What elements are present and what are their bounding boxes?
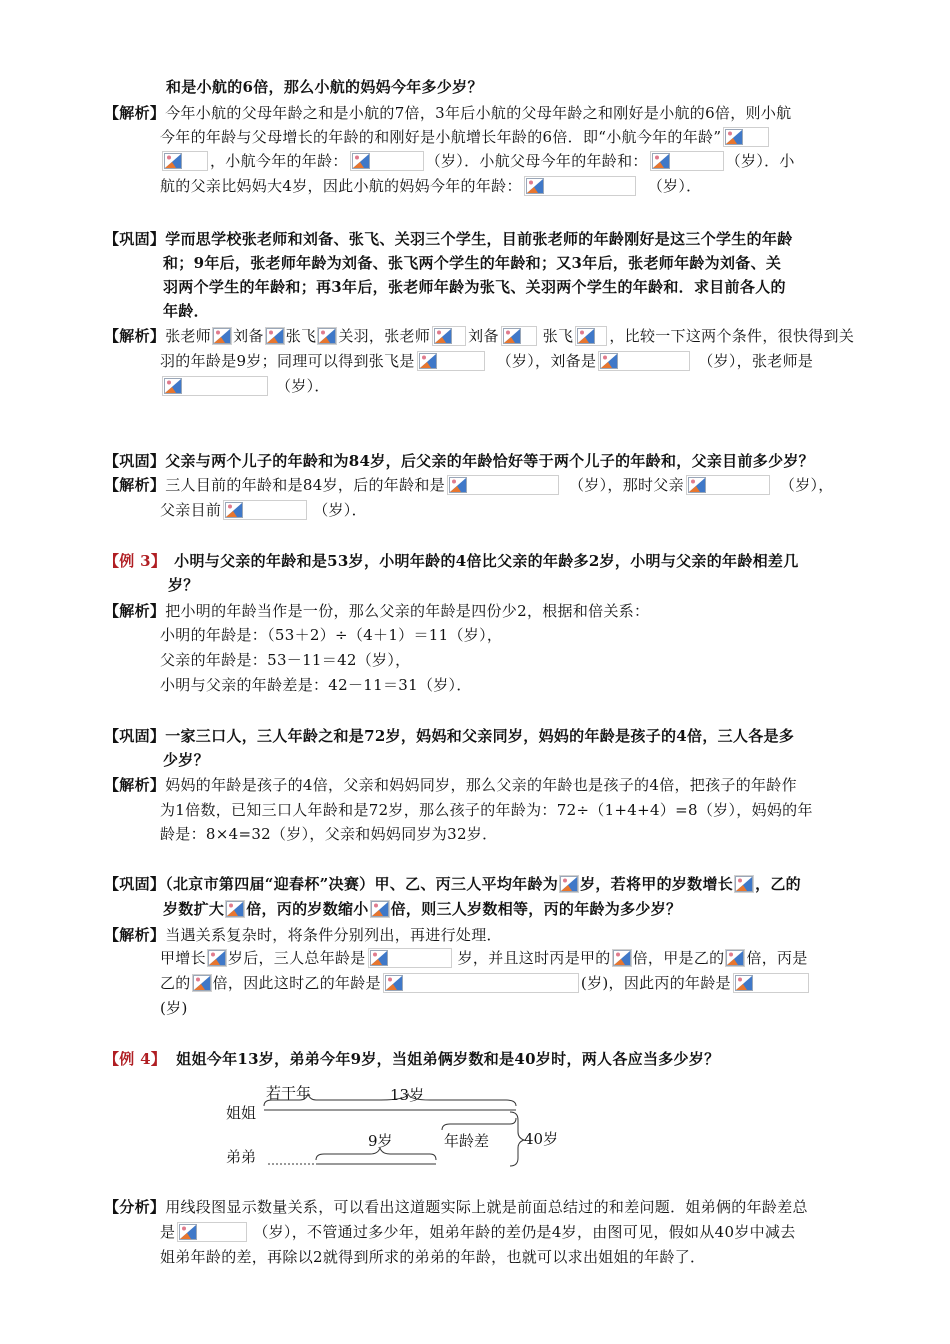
broken-image-icon xyxy=(577,328,595,344)
brace-diff xyxy=(442,1118,516,1130)
text: （岁）， xyxy=(779,476,834,494)
practice-question xyxy=(104,450,814,472)
formula-image xyxy=(162,151,208,171)
practice-question-line-2 xyxy=(163,898,681,920)
broken-image-icon xyxy=(725,129,743,145)
broken-image-icon xyxy=(225,502,243,518)
text: （岁）．小 xyxy=(725,152,795,170)
formula-image xyxy=(350,151,424,171)
example-question-line-1 xyxy=(104,550,799,572)
formula-image xyxy=(598,351,690,371)
text: （北京市第四届“迎春杯”决赛）甲、乙、丙三人平均年龄为 xyxy=(165,875,559,893)
formula-image xyxy=(734,875,754,893)
broken-image-icon xyxy=(352,153,370,169)
example-question-line-2: 岁？ xyxy=(168,576,199,594)
text: 是 xyxy=(160,1223,176,1241)
sister-label: 姐姐 xyxy=(226,1104,257,1122)
text: （岁），不管通过多少年，姐弟年龄的差仍是4岁，由图可见，假如从40岁中减去 xyxy=(253,1223,796,1241)
text: 今年的年龄与父母增长的年龄的和刚好是小航增长年龄的6倍．即“小航今年的年龄” xyxy=(160,128,722,146)
text: 三人目前的年龄和是84岁，后的年龄和是 xyxy=(165,476,445,494)
formula-image xyxy=(177,1222,247,1242)
text: 倍，因此这时乙的年龄是 xyxy=(212,974,381,992)
analysis-line-2: 小明的年龄是：（53＋2）÷（4＋1）＝11（岁）， xyxy=(160,626,503,644)
text: 把小明的年龄当作是一份，那么父亲的年龄是四份少2，根据和倍关系： xyxy=(165,602,650,620)
brace-40 xyxy=(510,1112,524,1166)
text: 姐姐今年13岁，弟弟今年9岁，当姐弟俩岁数和是40岁时，两人各应当多少岁？ xyxy=(176,1050,720,1068)
formula-image xyxy=(559,875,579,893)
broken-image-icon xyxy=(526,178,544,194)
practice-tag: 【巩固】 xyxy=(104,875,166,893)
formula-image xyxy=(162,376,268,396)
formula-image xyxy=(383,973,579,993)
broken-image-icon xyxy=(688,477,706,493)
analysis-line-2 xyxy=(160,350,813,372)
text: 今年小航的父母年龄之和是小航的7倍，3年后小航的父母年龄之和刚好是小航的6倍，则小航 xyxy=(165,104,792,122)
example-tag: 【例 3】 xyxy=(104,552,167,570)
broken-image-icon xyxy=(179,1224,197,1240)
formula-image xyxy=(223,500,307,520)
analysis-tag: 【解析】 xyxy=(104,327,166,345)
formula-image xyxy=(207,949,227,967)
age9-label: 9岁 xyxy=(368,1132,393,1150)
text: 甲增长 xyxy=(160,949,206,967)
analysis-line-2 xyxy=(160,499,367,521)
formula-image xyxy=(432,326,466,346)
broken-image-icon xyxy=(208,950,226,966)
analysis-line-2 xyxy=(160,126,771,148)
text: （岁）．小航父母今年的年龄和： xyxy=(425,152,648,170)
analysis-line-2: 为1倍数，已知三口人年龄和是72岁，那么孩子的年龄为：72÷（1+4+4）=8（岁），妈妈的年 xyxy=(160,801,813,819)
formula-image xyxy=(524,176,636,196)
analysis-tag: 【解析】 xyxy=(104,476,166,494)
text: 当遇关系复杂时，将条件分别列出，再进行处理． xyxy=(165,926,502,944)
text: 张老师 xyxy=(165,327,212,345)
analysis-line-2 xyxy=(160,1221,796,1243)
text: （岁）． xyxy=(647,177,702,195)
example-tag: 【例 4】 xyxy=(104,1050,167,1068)
total40-label: 40岁 xyxy=(524,1130,559,1148)
practice-question-line-4: 年龄． xyxy=(163,302,209,320)
broken-image-icon xyxy=(503,328,521,344)
broken-image-icon xyxy=(560,876,578,892)
formula-image xyxy=(225,900,245,918)
broken-image-icon xyxy=(193,975,211,991)
analysis-line-3: 父亲的年龄是：53－11＝42（岁）， xyxy=(160,651,411,669)
text: 张飞 xyxy=(285,327,317,345)
broken-image-icon xyxy=(213,328,231,344)
analysis-line-1 xyxy=(104,774,797,796)
text: 岁，若将甲的岁数增长 xyxy=(580,875,734,893)
analysis-tag: 【解析】 xyxy=(104,602,166,620)
text: 航的父亲比妈妈大4岁，因此小航的妈妈今年的年龄： xyxy=(160,177,522,195)
formula-image xyxy=(612,949,632,967)
practice-question-line-2: 少岁？ xyxy=(163,751,209,769)
broken-image-icon xyxy=(449,477,467,493)
analysis-line-3 xyxy=(160,972,811,994)
text: 妈妈的年龄是孩子的4倍，父亲和妈妈同岁，那么父亲的年龄也是孩子的4倍，把孩子的年龄作 xyxy=(165,776,797,794)
analysis-tag: 【解析】 xyxy=(104,776,166,794)
analysis-line-1 xyxy=(104,102,791,124)
example-question xyxy=(104,1048,719,1070)
text: （岁），张老师是 xyxy=(698,352,814,370)
text: 岁后，三人总年龄是 xyxy=(227,949,366,967)
formula-image xyxy=(447,475,559,495)
text: 倍，则三人岁数相等，丙的年龄为多少岁？ xyxy=(390,900,682,918)
broken-image-icon xyxy=(419,353,437,369)
analysis-line-3 xyxy=(160,375,330,397)
analysis-line-1 xyxy=(104,1196,808,1218)
text: 用线段图显示数量关系，可以看出这道题实际上就是前面总结过的和差问题．姐弟俩的年龄差总 xyxy=(165,1198,808,1216)
text: 倍，甲是乙的 xyxy=(632,949,725,967)
broken-image-icon xyxy=(613,950,631,966)
formula-image xyxy=(650,151,724,171)
years-label: 若干年 xyxy=(266,1084,312,1102)
formula-image xyxy=(212,327,232,345)
analysis-line-2 xyxy=(160,947,808,969)
analysis-line-4 xyxy=(160,175,701,197)
analysis-line-3 xyxy=(160,150,795,172)
formula-image xyxy=(192,974,212,992)
text: 羽的年龄是9岁；同理可以得到张飞是 xyxy=(160,352,415,370)
practice-question-line-1 xyxy=(104,228,793,250)
text: ，乙的 xyxy=(755,875,801,893)
analysis-line-4: (岁) xyxy=(160,999,188,1017)
analysis-line-1 xyxy=(104,474,834,496)
practice-tag: 【巩固】 xyxy=(104,727,166,745)
text: 学而思学校张老师和刘备、张飞、关羽三个学生，目前张老师的年龄刚好是这三个学生的年龄 xyxy=(165,230,793,248)
text: 刘备 xyxy=(233,327,264,345)
broken-image-icon xyxy=(600,353,618,369)
analysis-line-1 xyxy=(104,600,649,622)
text: 父亲目前 xyxy=(160,501,222,519)
analysis-line-1 xyxy=(104,924,502,946)
text: 关羽，张老师 xyxy=(338,327,431,345)
text: 一家三口人，三人年龄之和是72岁，妈妈和父亲同岁，妈妈的年龄是孩子的4倍，三人各是多 xyxy=(165,727,795,745)
text: ，比较一下这两个条件，很快得到关 xyxy=(609,327,855,345)
broken-image-icon xyxy=(371,901,389,917)
text: （岁）． xyxy=(313,501,367,519)
practice-tag: 【巩固】 xyxy=(104,452,166,470)
text: 倍，丙的岁数缩小 xyxy=(246,900,369,918)
analysis-line-3: 姐弟年龄的差，再除以2就得到所求的弟弟的年龄，也就可以求出姐姐的年龄了． xyxy=(160,1248,706,1266)
broken-image-icon xyxy=(164,153,182,169)
broken-image-icon xyxy=(735,876,753,892)
broken-image-icon xyxy=(726,950,744,966)
broken-image-icon xyxy=(370,950,388,966)
age13-label: 13岁 xyxy=(390,1086,425,1104)
analysis-line-1 xyxy=(104,325,854,347)
text: 乙的 xyxy=(160,974,191,992)
formula-image xyxy=(501,326,537,346)
text: ，小航今年的年龄： xyxy=(210,152,348,170)
text: 张飞 xyxy=(542,327,574,345)
question-continuation: 和是小航的6倍，那么小航的妈妈今年多少岁？ xyxy=(166,78,483,96)
broken-image-icon xyxy=(652,153,670,169)
text: （岁），刘备是 xyxy=(496,352,597,370)
formula-image xyxy=(265,327,285,345)
formula-image xyxy=(733,973,809,993)
broken-image-icon xyxy=(226,901,244,917)
formula-image xyxy=(686,475,770,495)
practice-question-line-2: 和；9年后，张老师年龄为刘备、张飞两个学生的年龄和；又3年后，张老师年龄为刘备、关 xyxy=(163,254,782,272)
formula-image xyxy=(575,326,607,346)
text: （岁）． xyxy=(276,377,330,395)
analysis-line-4: 小明与父亲的年龄差是：42－11＝31（岁）． xyxy=(160,676,472,694)
formula-image xyxy=(317,327,337,345)
text: （岁），那时父亲 xyxy=(569,476,684,494)
broken-image-icon xyxy=(266,328,284,344)
text: (岁)，因此丙的年龄是 xyxy=(580,974,731,992)
practice-question-line-3: 羽两个学生的年龄和；再3年后，张老师年龄为张飞、关羽两个学生的年龄和．求目前各人的 xyxy=(163,278,786,296)
practice-question-line-1 xyxy=(104,725,794,747)
broken-image-icon xyxy=(385,975,403,991)
age-diff-label: 年龄差 xyxy=(444,1132,490,1150)
formula-image xyxy=(723,127,769,147)
text: 岁数扩大 xyxy=(163,900,225,918)
analysis-tag: 【解析】 xyxy=(104,104,166,122)
analysis-line-3: 龄是：8×4=32（岁），父亲和妈妈同岁为32岁． xyxy=(160,825,498,843)
text: 倍，丙是 xyxy=(746,949,808,967)
broken-image-icon xyxy=(318,328,336,344)
formula-image xyxy=(417,351,485,371)
segment-diagram xyxy=(220,1078,560,1174)
brother-label: 弟弟 xyxy=(226,1148,257,1166)
broken-image-icon xyxy=(434,328,452,344)
broken-image-icon xyxy=(164,378,182,394)
text: 父亲与两个儿子的年龄和为84岁，后父亲的年龄恰好等于两个儿子的年龄和，父亲目前多少岁？ xyxy=(165,452,814,470)
analysis-tag: 【分析】 xyxy=(104,1198,166,1216)
formula-image xyxy=(370,900,390,918)
practice-question-line-1 xyxy=(104,873,801,895)
text: 小明与父亲的年龄和是53岁，小明年龄的4倍比父亲的年龄多2岁，小明与父亲的年龄相差几 xyxy=(174,552,799,570)
analysis-tag: 【解析】 xyxy=(104,926,166,944)
text: 岁，并且这时丙是甲的 xyxy=(457,949,611,967)
practice-tag: 【巩固】 xyxy=(104,230,166,248)
formula-image xyxy=(725,949,745,967)
broken-image-icon xyxy=(735,975,753,991)
formula-image xyxy=(368,948,452,968)
text: 刘备 xyxy=(468,327,499,345)
